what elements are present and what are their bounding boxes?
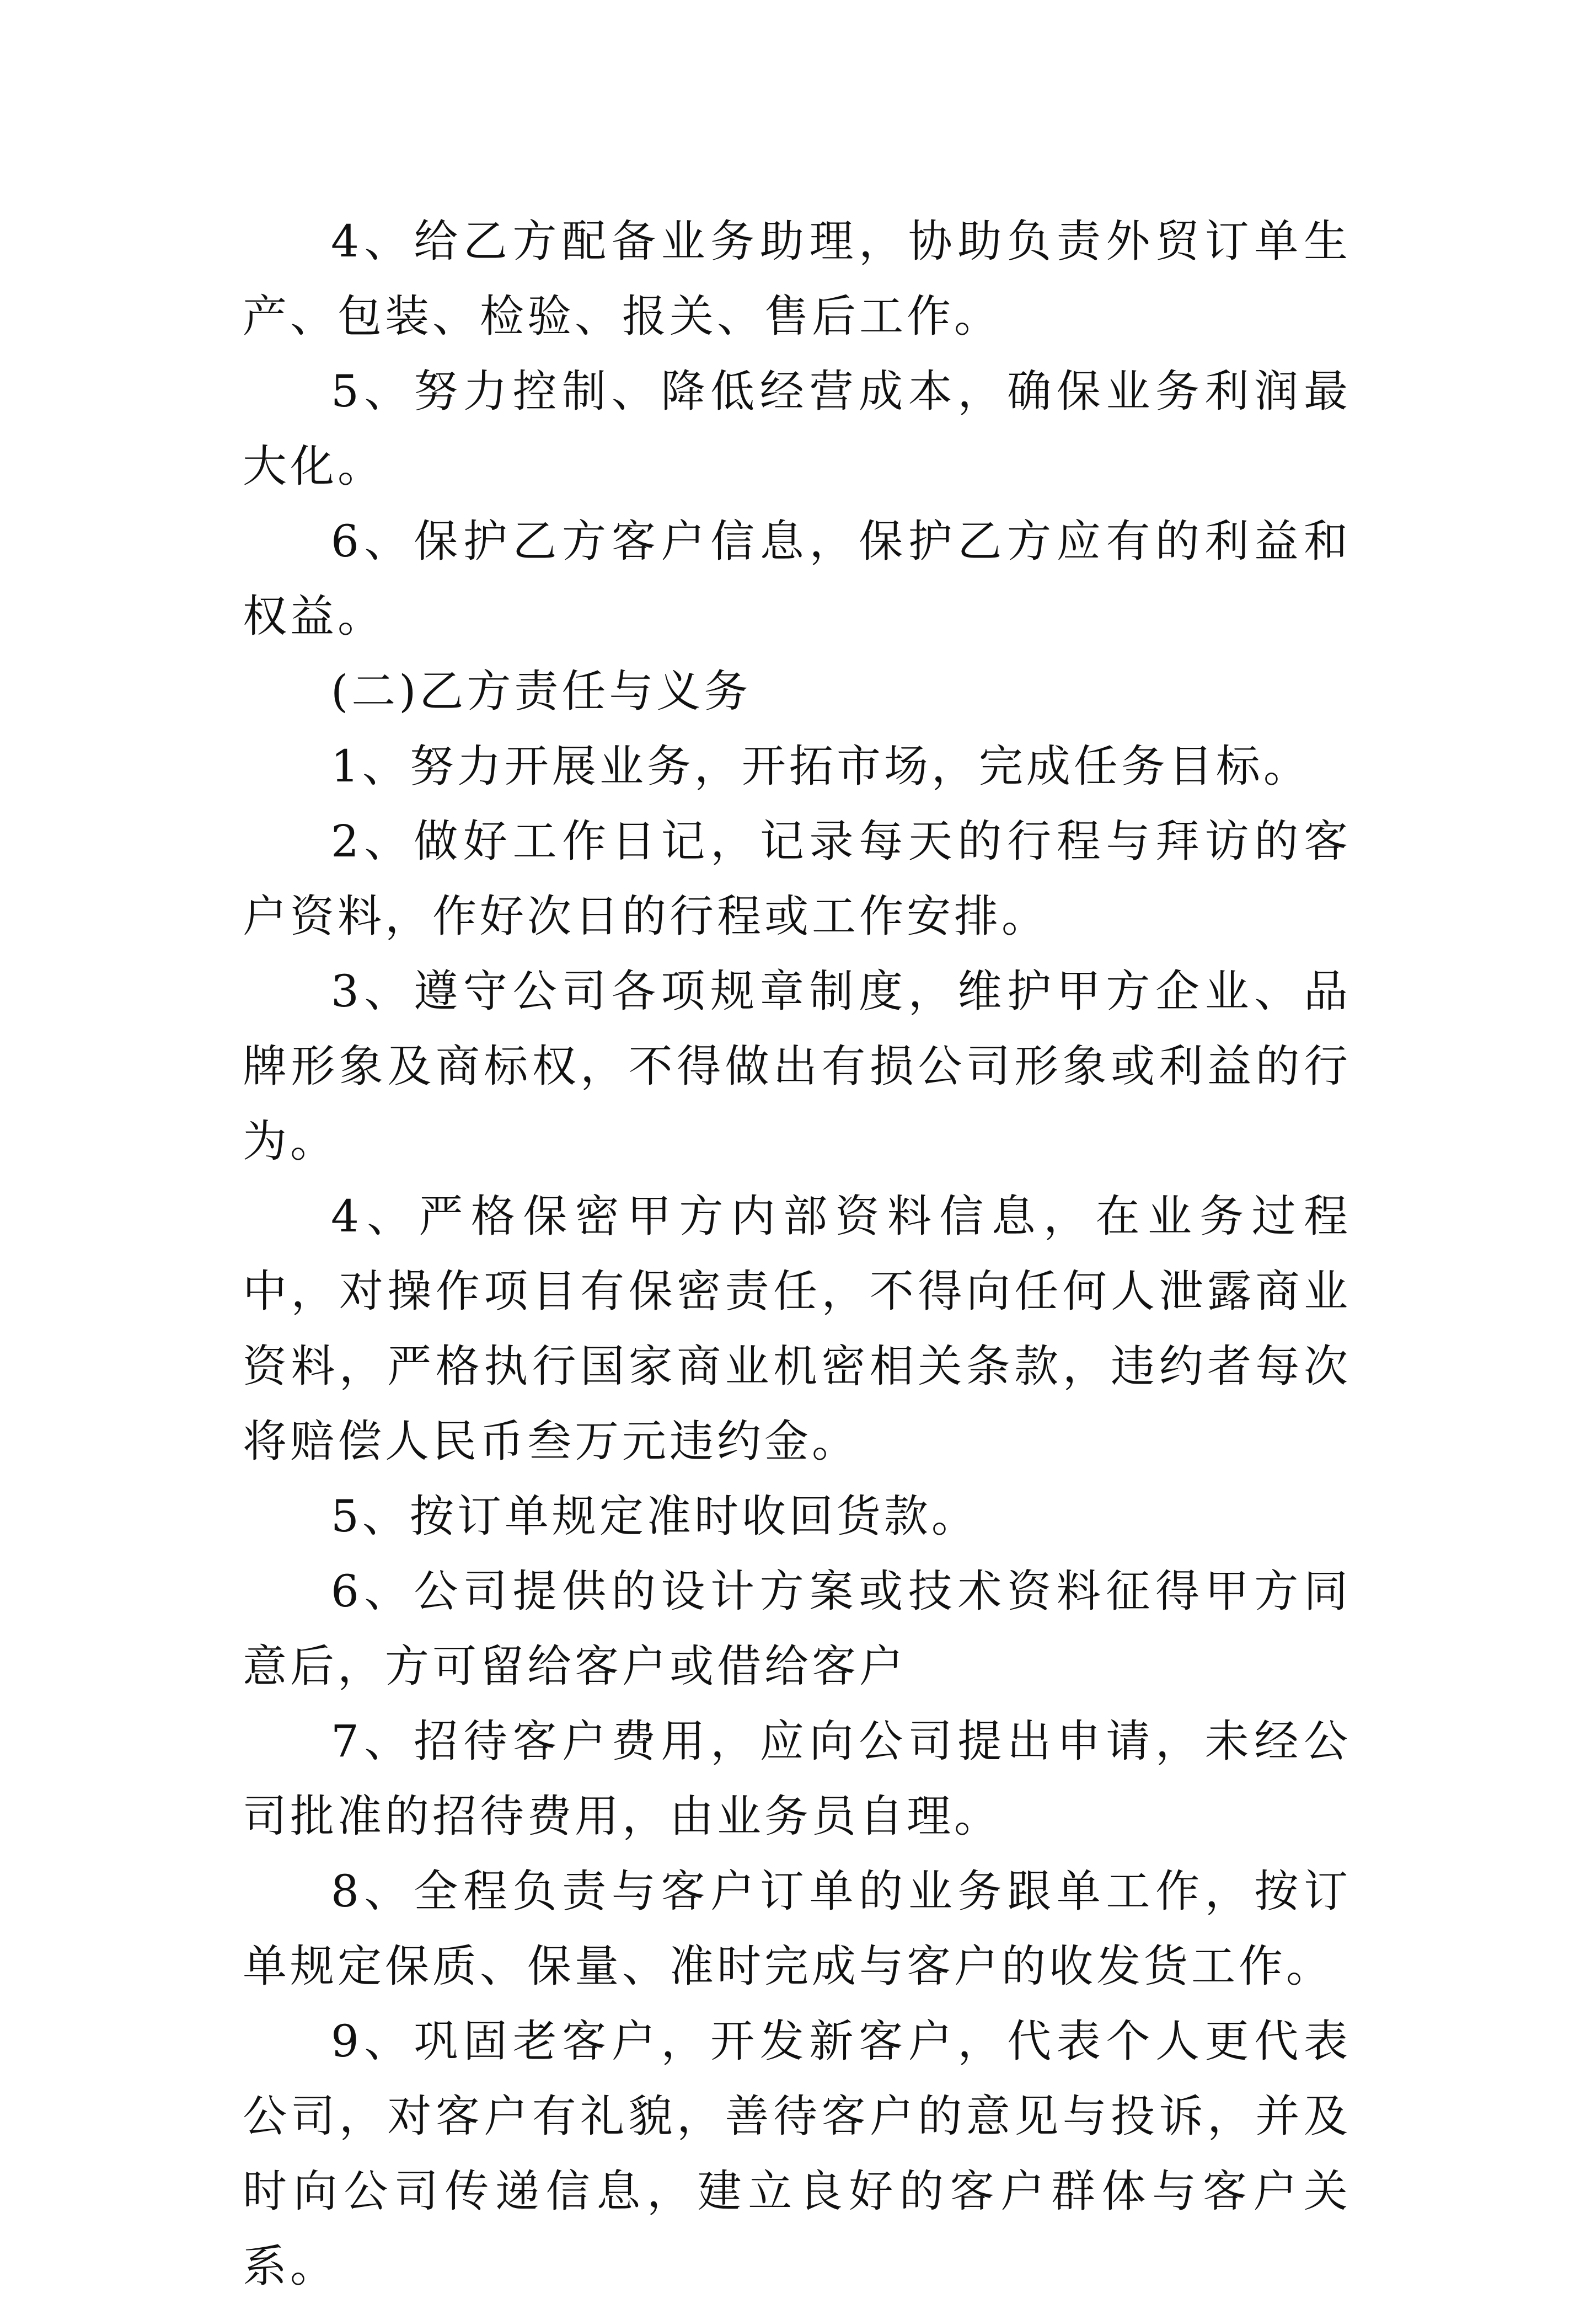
paragraph-party-b-duty-2: 2、做好工作日记，记录每天的行程与拜访的客户资料，作好次日的行程或工作安排。 — [243, 816, 1351, 942]
paragraph-party-b-duty-3: 3、遵守公司各项规章制度，维护甲方企业、品牌形象及商标权，不得做出有损公司形象或利益的行为。 — [243, 966, 1351, 1167]
paragraph-party-a-duty-6: 6、保护乙方客户信息，保护乙方应有的利益和权益。 — [243, 516, 1351, 642]
paragraph-party-b-duty-9: 9、巩固老客户，开发新客户，代表个人更代表公司，对客户有礼貌，善待客户的意见与投诉，并及时向公司传递信息，建立良好的客户群体与客户关系。 — [243, 2016, 1351, 2292]
paragraph-party-a-duty-5: 5、努力控制、降低经营成本，确保业务利润最大化。 — [243, 366, 1351, 492]
paragraph-party-a-duty-4: 4、给乙方配备业务助理，协助负责外贸订单生产、包装、检验、报关、售后工作。 — [243, 216, 1351, 342]
paragraph-party-b-duty-5: 5、按订单规定准时收回货款。 — [331, 1491, 979, 1542]
paragraph-party-b-duty-4: 4、严格保密甲方内部资料信息，在业务过程中，对操作项目有保密责任，不得向任何人泄露商业资料，严格执行国家商业机密相关条款，违约者每次将赔偿人民币叁万元违约金。 — [243, 1191, 1351, 1467]
document-body — [243, 204, 1351, 2304]
paragraph-party-b-duty-7: 7、招待客户费用，应向公司提出申请，未经公司批准的招待费用，由业务员自理。 — [243, 1716, 1351, 1842]
paragraph-party-b-duty-8: 8、全程负责与客户订单的业务跟单工作，按订单规定保质、保量、准时完成与客户的收发货工作。 — [243, 1866, 1351, 1992]
section-heading-party-b: (二)乙方责任与义务 — [331, 666, 752, 717]
paragraph-party-b-duty-1: 1、努力开展业务，开拓市场，完成任务目标。 — [331, 741, 1311, 792]
paragraph-party-b-duty-6: 6、公司提供的设计方案或技术资料征得甲方同意后，方可留给客户或借给客户 — [243, 1566, 1351, 1692]
